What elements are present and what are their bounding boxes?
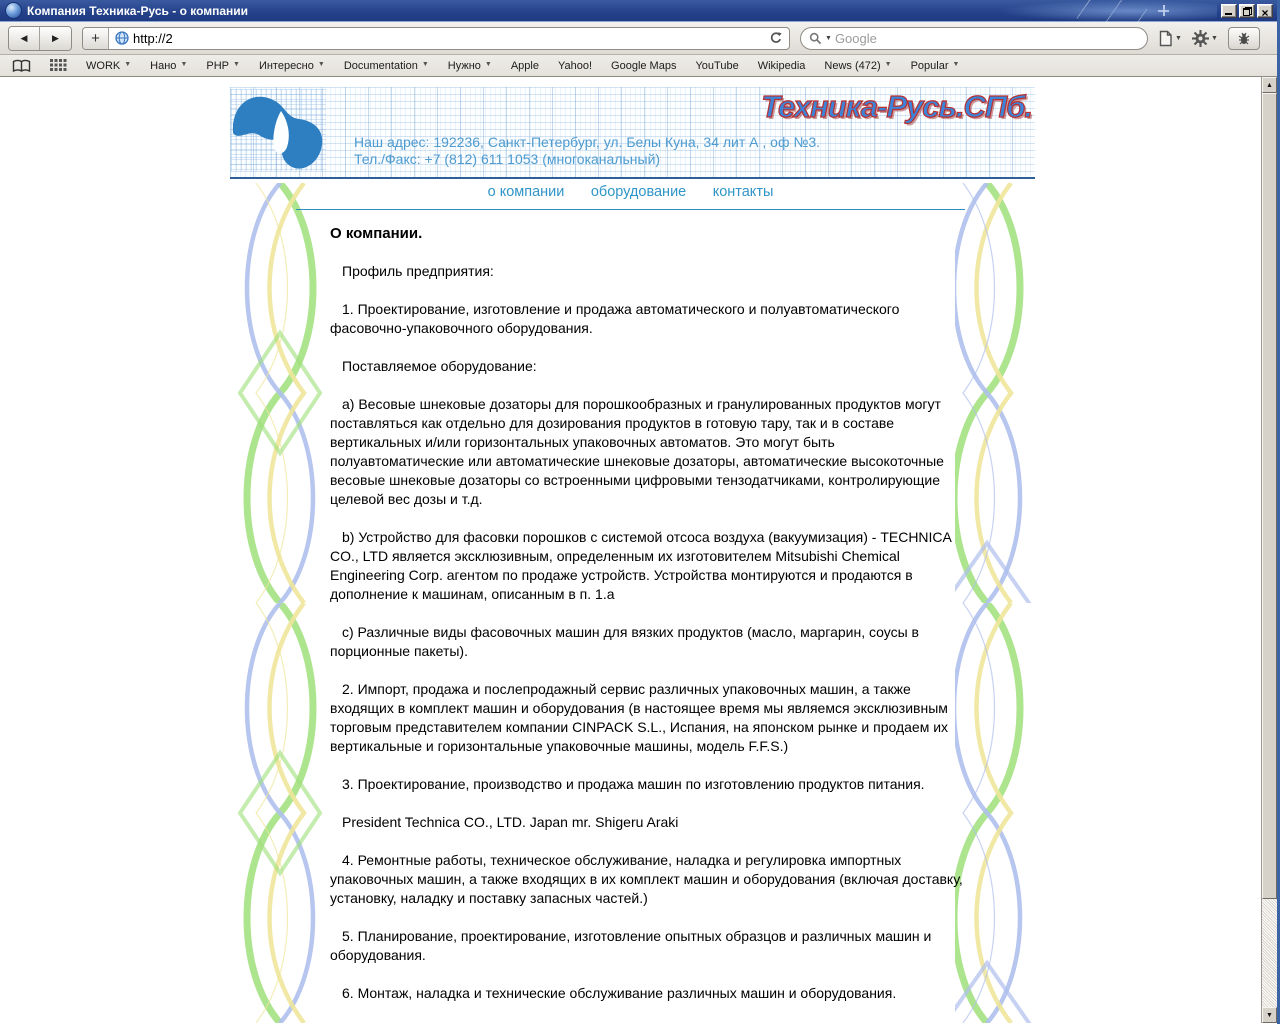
- chevron-down-icon: ▼: [180, 61, 188, 68]
- chevron-down-icon: ▼: [317, 61, 325, 68]
- chevron-down-icon: ▼: [421, 61, 429, 68]
- phone-line: Тел./Факс: +7 (812) 611 1053 (многоканальный): [354, 151, 661, 167]
- nav-link-equipment[interactable]: оборудование: [590, 184, 687, 200]
- chevron-down-icon: ▼: [124, 61, 132, 68]
- bookmark-item-interesno[interactable]: Интересно ▼: [258, 59, 325, 72]
- browser-toolbar: [0, 22, 1277, 55]
- page-title: О компании.: [330, 225, 423, 242]
- address-bar[interactable]: [82, 27, 790, 50]
- content-paragraph: 1. Проектирование, изготовление и продажа автоматического и полуавтоматического фасовочно-упаковочного оборудования.: [330, 301, 900, 336]
- bookmark-item-nano[interactable]: Нано ▼: [150, 59, 188, 72]
- url-text[interactable]: http://2: [133, 30, 173, 46]
- restore-icon: [1243, 7, 1252, 16]
- window-title: Компания Техника-Русь - о компании: [27, 3, 249, 18]
- bookmark-item-nuzhno[interactable]: Нужно ▼: [447, 59, 492, 72]
- titlebar-streaks-decoration: [1077, 0, 1147, 22]
- content-paragraph: 6. Монтаж, наладка и технические обслуживание различных машин и оборудования.: [342, 985, 897, 1001]
- titlebar: [0, 0, 1277, 22]
- content-paragraph: President Technica CO., LTD. Japan mr. Shigeru Araki: [342, 814, 679, 830]
- page-content: [330, 224, 970, 1003]
- chevron-down-icon: ▼: [233, 61, 240, 68]
- search-magnifier-icon: [809, 32, 822, 45]
- content-paragraph: 2. Импорт, продажа и послепродажный сервис различных упаковочных машин, а также входящих в комплект машин и оборудования (в настоящее время мы являемся эксклюзивным торговым представителем компании CINPACK S.L., Испания, на японском рынке и продаем их вертикальные и горизонтальные упаковочные машины, модель F.F.S.): [330, 681, 949, 754]
- close-button[interactable]: [1257, 4, 1273, 18]
- site-header: [230, 87, 1035, 179]
- reload-icon[interactable]: [769, 31, 783, 45]
- bug-icon: [1236, 30, 1252, 46]
- bookmark-item-popular[interactable]: Popular ▼: [910, 59, 960, 72]
- content-paragraph: Поставляемое оборудование:: [342, 358, 537, 374]
- restore-button[interactable]: [1239, 4, 1255, 18]
- bookmark-item-work[interactable]: WORK ▼: [86, 59, 132, 72]
- bookmark-item-yahoo[interactable]: Yahoo!: [557, 59, 593, 72]
- scroll-down-button[interactable]: [1262, 1007, 1277, 1023]
- site-favicon-globe-icon: [115, 31, 129, 45]
- content-paragraph: 5. Планирование, проектирование, изготовление опытных образцов и различных машин и оборудования.: [330, 928, 932, 963]
- scroll-up-icon: ▲: [1266, 81, 1273, 89]
- bug-report-button[interactable]: [1228, 27, 1260, 50]
- scrollbar-thumb[interactable]: [1262, 93, 1277, 899]
- gear-icon: [1192, 30, 1209, 47]
- page-body: [230, 183, 1035, 1023]
- forward-button[interactable]: ▶: [40, 27, 71, 50]
- scroll-down-icon: ▼: [1266, 1011, 1273, 1019]
- decorative-helix-left: [228, 183, 332, 1023]
- bookmark-item-wikipedia[interactable]: Wikipedia: [757, 59, 806, 72]
- titlebar-sparkle-decoration: [1158, 5, 1169, 16]
- minimize-button[interactable]: [1221, 4, 1237, 18]
- minimize-icon: [1225, 13, 1232, 15]
- bookmark-item-php[interactable]: PHP ▼: [206, 59, 240, 72]
- content-paragraph: Профиль предприятия:: [342, 263, 494, 279]
- nav-link-about[interactable]: о компании: [487, 184, 565, 200]
- add-bookmark-button[interactable]: +: [83, 27, 109, 50]
- bookmark-item-apple[interactable]: Apple: [510, 59, 539, 72]
- bookmark-item-youtube[interactable]: YouTube: [695, 59, 739, 72]
- site-navigation: [296, 183, 965, 210]
- chevron-down-icon: ▼: [884, 61, 892, 68]
- content-paragraph: 4. Ремонтные работы, техническое обслуживание, наладка и регулировка импортных упаковочных машин, а также входящих в их комплект машин и оборудования (включая доставку, установку, наладку и поставку запасных частей.): [330, 852, 963, 906]
- address-line: Наш адрес: 192236, Санкт-Петербург, ул. Белы Куна, 34 лит А , оф №3.: [354, 134, 821, 150]
- nav-link-contacts[interactable]: контакты: [712, 184, 774, 200]
- site-container: [230, 87, 1035, 1023]
- top-sites-grid-icon[interactable]: [50, 59, 67, 72]
- company-logo: [231, 89, 326, 171]
- content-paragraph: а) Весовые шнековые дозаторы для порошкообразных и гранулированных продуктов могут поставляться как отдельно для дозирования продуктов в готовую тару, так и в составе вертикальных и/или горизонтальных упаковочных автоматов. Это могут быть полуавтоматические или автоматические шнековые дозаторы, автоматические высокоточные весовые шнековые дозаторы со встроенными цифровыми тензодатчиками, контролирующие целевой вес дозы и т.д.: [330, 396, 944, 507]
- settings-dropdown-icon: ▼: [1210, 34, 1218, 42]
- search-placeholder: Google: [834, 30, 877, 46]
- content-paragraph: 3. Проектирование, производство и продажа машин по изготовлению продуктов питания.: [342, 776, 925, 792]
- settings-gear-button[interactable]: [1192, 30, 1218, 47]
- company-address: [354, 134, 820, 168]
- search-field[interactable]: [800, 27, 1148, 50]
- page-menu-dropdown-icon: ▼: [1175, 34, 1182, 42]
- bookmarks-bar: [0, 55, 1277, 77]
- scroll-up-button[interactable]: [1262, 77, 1277, 93]
- page-menu-button[interactable]: [1158, 30, 1182, 47]
- chevron-down-icon: ▼: [484, 61, 492, 68]
- vertical-scrollbar[interactable]: [1261, 77, 1277, 1023]
- back-button[interactable]: ◀: [9, 27, 40, 50]
- page-icon: [1158, 30, 1173, 47]
- search-engine-dropdown-icon[interactable]: ▼: [825, 34, 832, 42]
- close-icon: ×: [1261, 5, 1269, 20]
- bookmark-item-google-maps[interactable]: Google Maps: [611, 59, 677, 72]
- safari-compass-icon: [6, 3, 21, 18]
- page-viewport: [0, 77, 1277, 1023]
- chevron-down-icon: ▼: [952, 61, 960, 68]
- site-title: Техника-Русь.СПб.: [761, 89, 1032, 124]
- content-paragraph: c) Различные виды фасовочных машин для вязких продуктов (масло, маргарин, соусы в порционные пакеты).: [330, 624, 919, 659]
- bookmark-item-documentation[interactable]: Documentation ▼: [343, 59, 429, 72]
- bookmark-item-news[interactable]: News (472) ▼: [824, 59, 892, 72]
- bookmarks-book-icon[interactable]: [12, 59, 31, 73]
- content-paragraph: b) Устройство для фасовки порошков с системой отсоса воздуха (вакуумизация) - TECHNICA CO., LTD является эксклюзивным, определенным их изготовителем Mitsubishi Chemical Engineering Corp. агентом по продаже устройств. Устройства монтируются и продаются в дополнение к машинам, описанным в п. 1.а: [330, 529, 952, 602]
